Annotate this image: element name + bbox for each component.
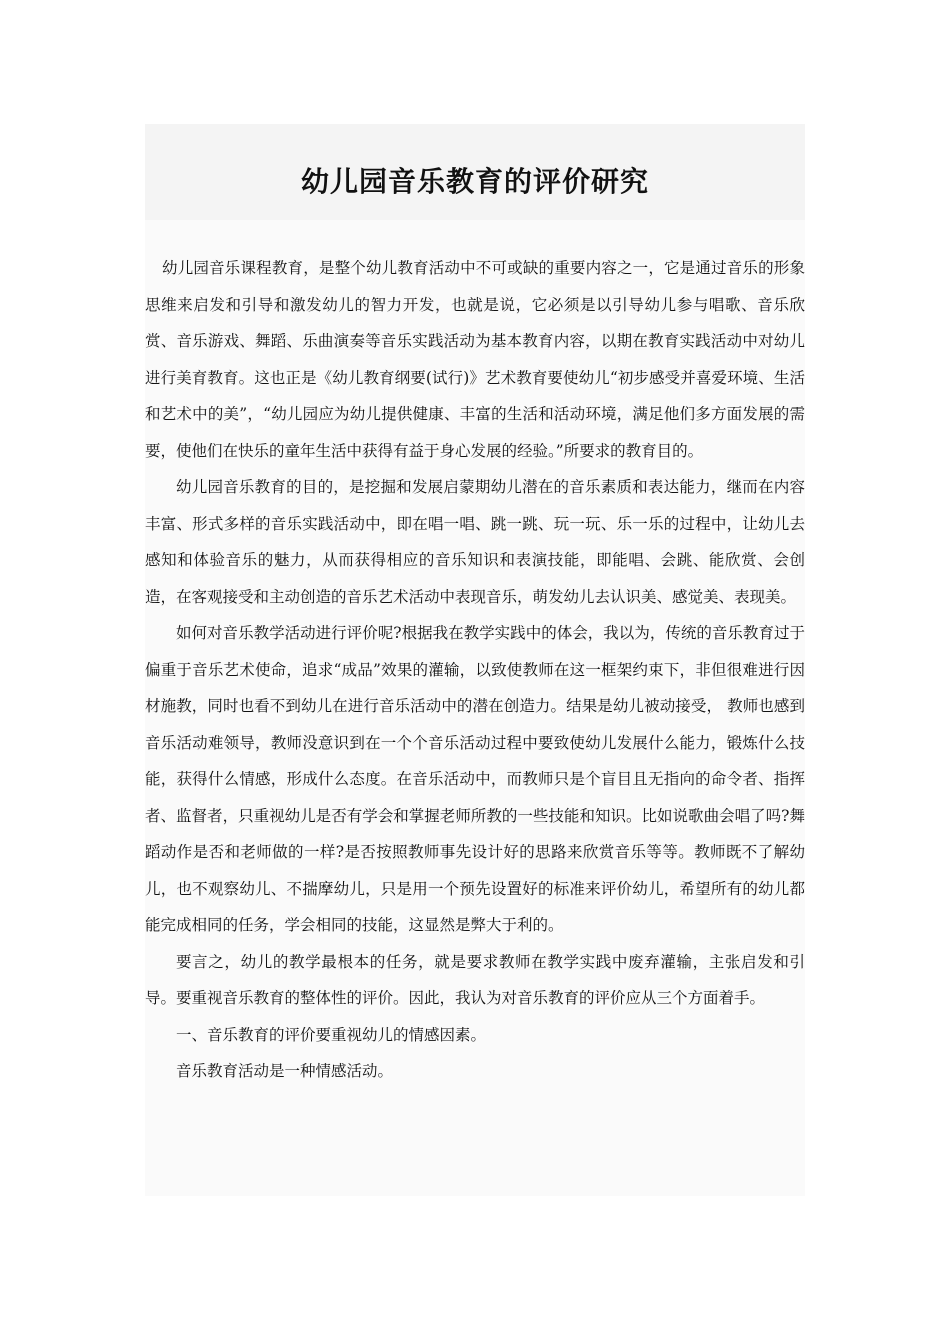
paragraph-intro: 幼儿园音乐课程教育，是整个幼儿教育活动中不可或缺的重要内容之一，它是通过音乐的形象思维来启发和引导和激发幼儿的智力开发，也就是说，它必须是以引导幼儿参与唱歌、音乐欣赏、音乐游戏、舞蹈、乐曲演奏等音乐实践活动为基本教育内容，以期在教育实践活动中对幼儿进行美育教育。这也正是《幼儿教育纲要(试行)》艺术教育要使幼儿“初步感受并喜爱环境、生活和艺术中的美”，“幼儿园应为幼儿提供健康、丰富的生活和活动环境，满足他们多方面发展的需要，使他们在快乐的童年生活中获得有益于身心发展的经验。”所要求的教育目的。 <box>145 259 805 460</box>
document-body <box>145 250 805 1090</box>
paragraph-section-1: 音乐教育活动是一种情感活动。 <box>176 1062 394 1080</box>
header-shading <box>145 124 805 148</box>
section-heading-1: 一、音乐教育的评价要重视幼儿的情感因素。 <box>176 1025 487 1044</box>
paragraph-evaluation: 如何对音乐教学活动进行评价呢?根据我在教学实践中的体会，我以为，传统的音乐教育过于偏重于音乐艺术使命，追求“成品”效果的灌输，以致使教师在这一框架约束下，非但很难进行因材施教，同时也看不到幼儿在进行音乐活动中的潜在创造力。结果是幼儿被动接受， 教师也感到音乐活动难领导，教师没意识到在一个个音乐活动过程中要致使幼儿发展什么能力，锻炼什么技能，获得什么情感，形成什么态度。在音乐活动中，而教师只是个盲目且无指向的命令者、指挥者、监督者，只重视幼儿是否有学会和掌握老师所教的一些技能和知识。比如说歌曲会唱了吗?舞蹈动作是否和老师做的一样?是否按照教师事先设计好的思路来欣赏音乐等等。教师既不了解幼儿，也不观察幼儿、不揣摩幼儿，只是用一个预先设置好的标准来评价幼儿，希望所有的幼儿都能完成相同的任务，学会相同的技能，这显然是弊大于利的。 <box>145 624 805 934</box>
paragraph-summary: 要言之，幼儿的教学最根本的任务，就是要求教师在教学实践中废弃灌输，主张启发和引导。要重视音乐教育的整体性的评价。因此，我认为对音乐教育的评价应从三个方面着手。 <box>145 952 805 1007</box>
document-title: 幼儿园音乐教育的评价研究 <box>300 165 649 198</box>
paragraph-purpose: 幼儿园音乐教育的目的，是挖掘和发展启蒙期幼儿潜在的音乐素质和表达能力，继而在内容丰富、形式多样的音乐实践活动中，即在唱一唱、跳一跳、玩一玩、乐一乐的过程中，让幼儿去感知和体验音乐的魅力，从而获得相应的音乐知识和表演技能，即能唱、会跳、能欣赏、会创造，在客观接受和主动创造的音乐艺术活动中表现音乐，萌发幼儿去认识美、感觉美、表现美。 <box>145 478 805 606</box>
